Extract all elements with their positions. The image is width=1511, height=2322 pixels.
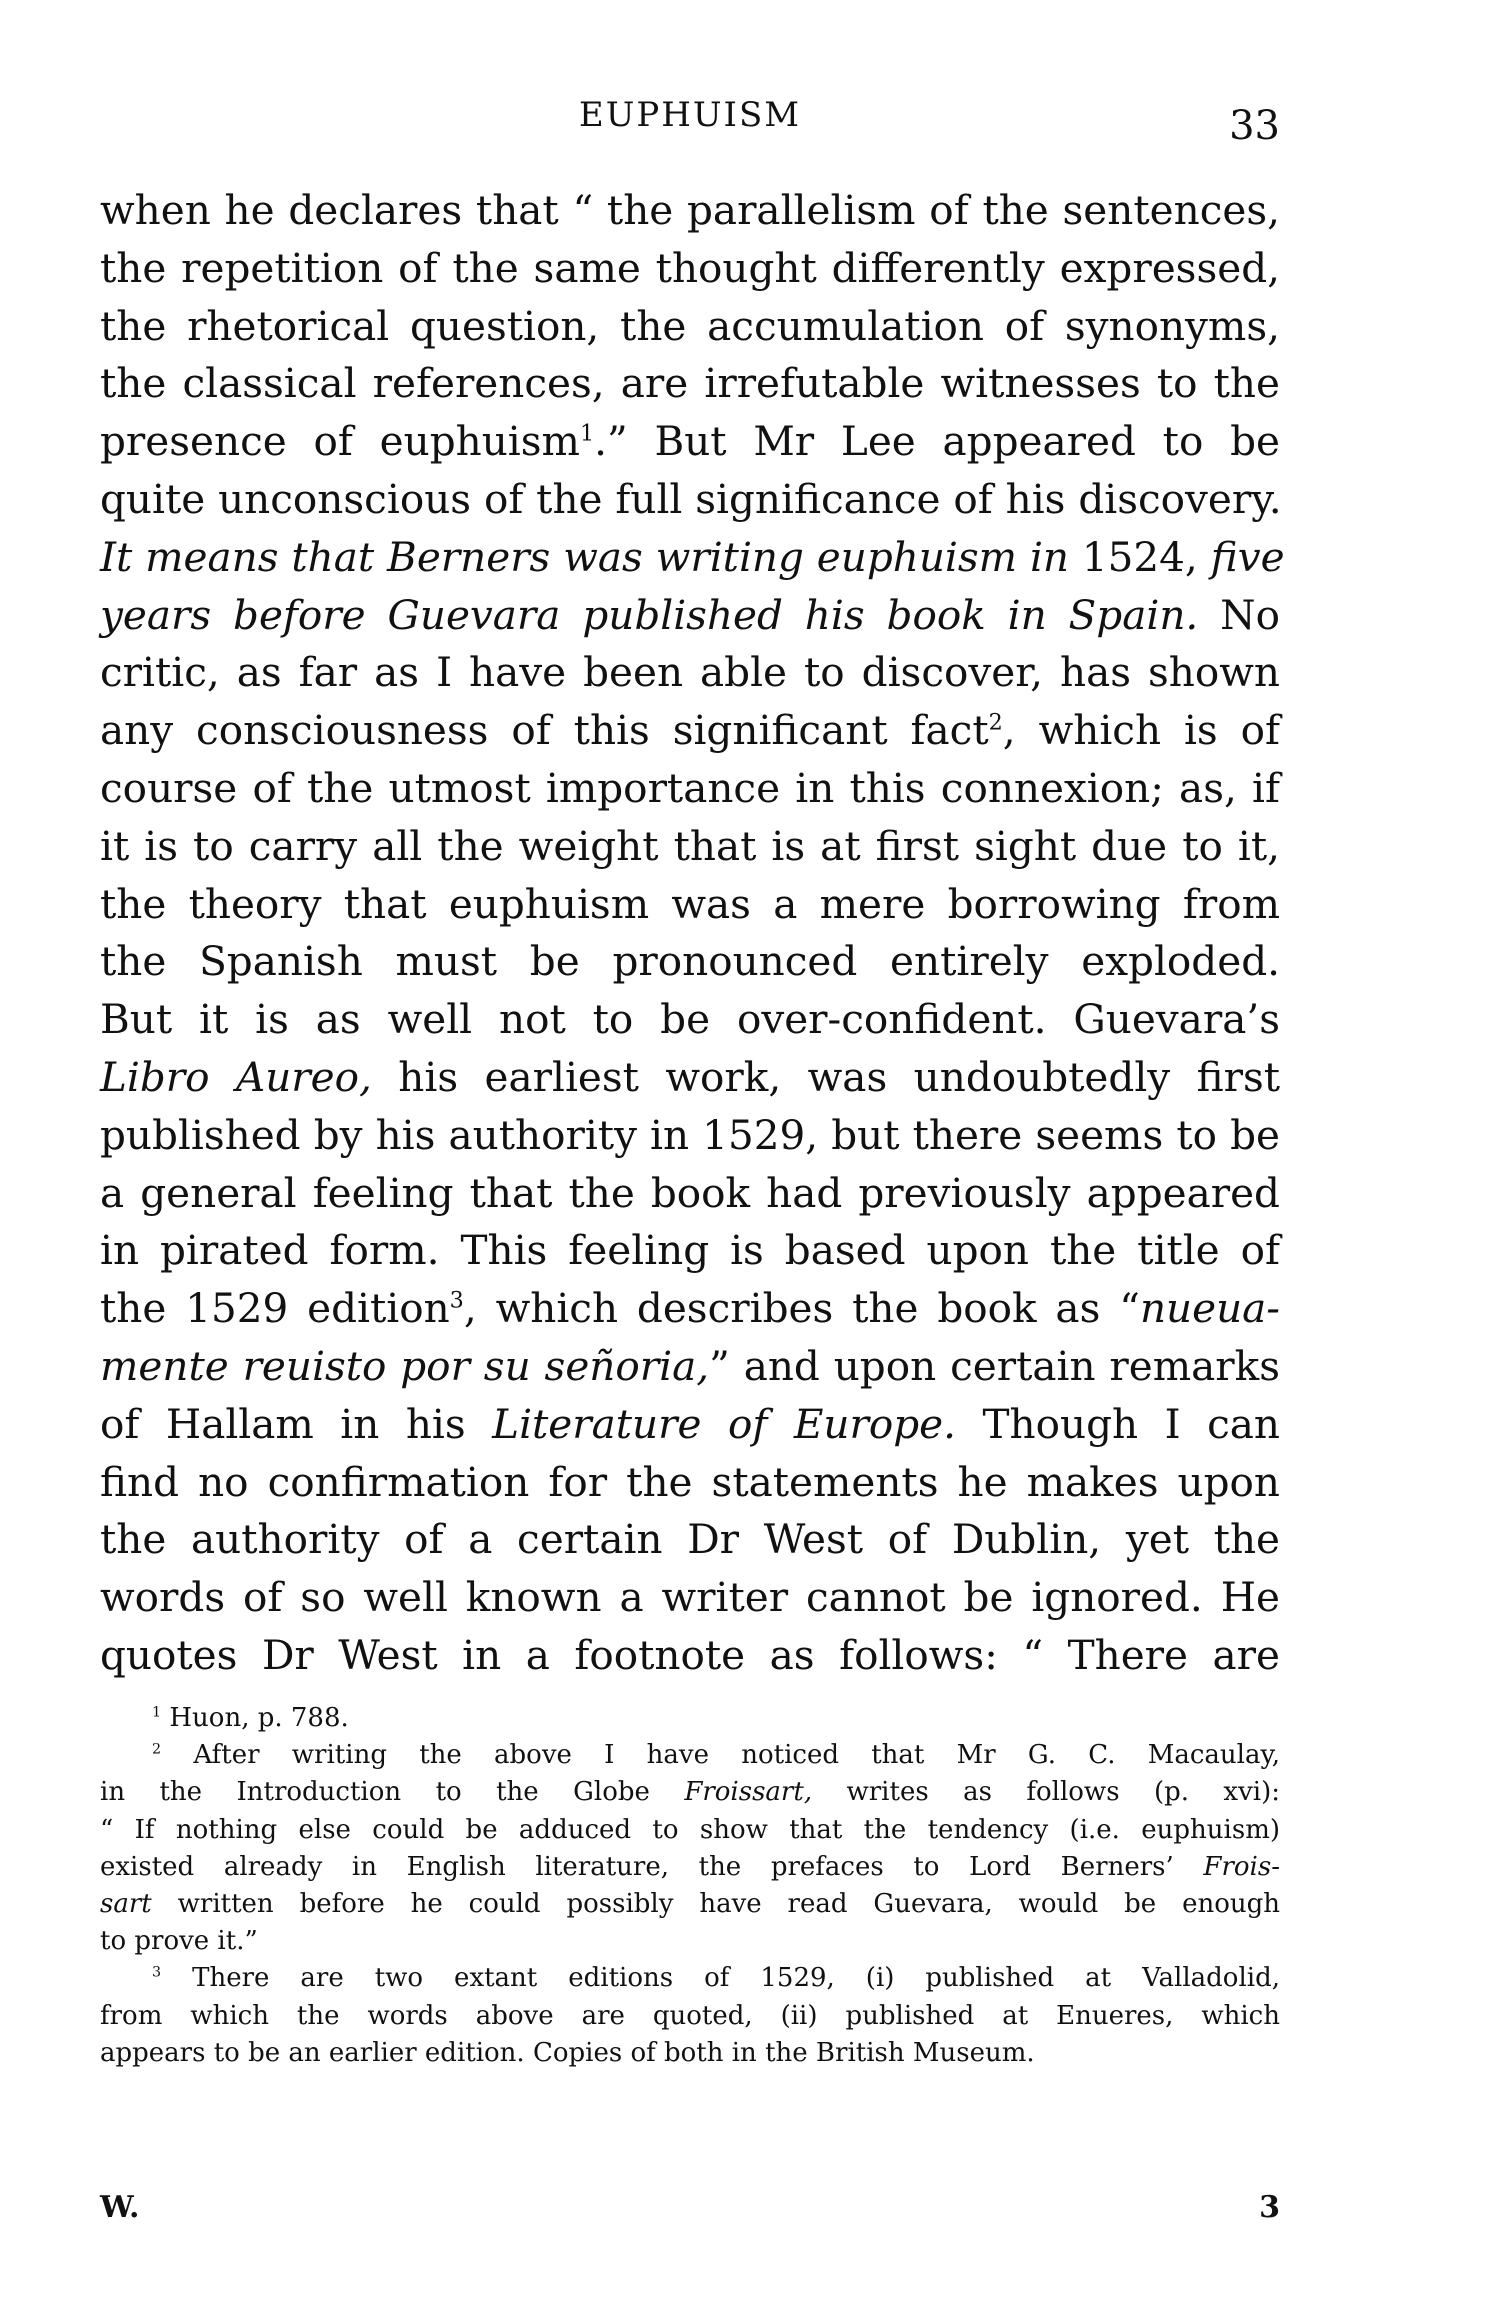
sheet-number: 3 xyxy=(1259,2190,1280,2225)
footnote-line xyxy=(100,1774,1280,1811)
text-line xyxy=(100,587,1280,645)
footnote-ref-2: 2 xyxy=(988,709,1003,736)
page-number: 33 xyxy=(1229,103,1280,149)
italic-run: mente reuisto por su señoria, xyxy=(100,1341,710,1390)
body-text xyxy=(100,182,1285,1685)
footnote-text: writes as follows (p. xvi): xyxy=(812,1777,1281,1808)
footnote-line: “ If nothing else could be adduced to show that the tendency (i.e. euphuism) xyxy=(100,1814,1280,1845)
text-run: .” But Mr Lee appeared to be xyxy=(594,417,1280,466)
text-line: the Spanish must be pronounced entirely exploded. xyxy=(100,937,1280,986)
footnote-text: existed already in English literature, the prefaces to Lord Berners’ xyxy=(100,1851,1204,1882)
text-line: find no confirmation for the statements he makes upon xyxy=(100,1457,1280,1506)
footnotes xyxy=(100,1700,1280,2072)
signature-mark: W. xyxy=(100,2190,140,2225)
text-run: , which is of xyxy=(1002,706,1280,755)
text-line: the authority of a certain Dr West of Dublin, yet the xyxy=(100,1515,1280,1564)
text-line xyxy=(100,1396,1280,1454)
text-run: ” and upon certain remarks xyxy=(709,1341,1280,1390)
text-line: words of so well known a writer cannot be ignored. He xyxy=(100,1573,1280,1622)
footnote-number: 3 xyxy=(152,1964,162,1981)
page-footer xyxy=(100,2190,1280,2240)
italic-run: nueua- xyxy=(1139,1284,1280,1333)
text-run: the 1529 edition xyxy=(100,1284,450,1333)
footnote-ref-1: 1 xyxy=(579,420,595,447)
text-run: Though I can xyxy=(956,1399,1280,1448)
italic-run: Literature of Europe. xyxy=(492,1399,956,1448)
footnote-3 xyxy=(100,1960,1280,1997)
text-line: in pirated form. This feeling is based upon the title of xyxy=(100,1226,1280,1275)
footnote-1 xyxy=(100,1700,1280,1737)
footnote-line: to prove it.” xyxy=(100,1926,258,1957)
footnote-text: Huon, p. 788. xyxy=(161,1703,349,1733)
text-line: the rhetorical question, the accumulation of synonyms, xyxy=(100,301,1280,350)
text-line xyxy=(100,1049,1280,1107)
footnote-line: appears to be an earlier edition. Copies of both in the British Museum. xyxy=(100,2037,1035,2068)
text-run: , which describes the book as “ xyxy=(463,1284,1140,1333)
footnote-text: in the Introduction to the Globe xyxy=(100,1777,685,1808)
footnote-text: written before he could possibly have read Guevara, would be enough xyxy=(151,1889,1280,1920)
footnote-ref-3: 3 xyxy=(449,1287,464,1314)
text-line: quotes Dr West in a footnote as follows: “ There are xyxy=(100,1630,1280,1679)
italic-run: years before Guevara published his book in Spain. xyxy=(100,590,1199,639)
text-line xyxy=(100,1280,1280,1338)
text-run: of Hallam in his xyxy=(100,1399,493,1448)
text-run: 1524, xyxy=(1068,532,1211,581)
italic-run: Froissart, xyxy=(684,1777,813,1808)
text-line: the repetition of the same thought differently expressed, xyxy=(100,243,1280,292)
text-line: a general feeling that the book had previously appeared xyxy=(100,1168,1280,1217)
italic-run: sart xyxy=(100,1889,152,1920)
footnote-line xyxy=(100,1849,1280,1886)
text-line xyxy=(100,413,1280,471)
text-line: quite unconscious of the full significance of his discovery. xyxy=(100,474,1282,523)
footnote-line: from which the words above are quoted, (ii) published at Enueres, which xyxy=(100,2000,1280,2031)
footnote-text: There are two extant editions of 1529, (i) published at Valladolid, xyxy=(161,1963,1280,1994)
italic-run: Frois- xyxy=(1203,1851,1280,1882)
italic-run: It means that Berners was writing euphuism in xyxy=(100,532,1069,581)
text-line: But it is as well not to be over-confident. Guevara’s xyxy=(100,995,1280,1044)
text-run: No xyxy=(1198,590,1281,639)
footnote-line xyxy=(100,1886,1280,1923)
text-line xyxy=(100,702,1280,760)
text-run: any consciousness of this significant fact xyxy=(100,706,989,755)
text-line: when he declares that “ the parallelism of the sentences, xyxy=(100,186,1280,234)
footnote-text: After writing the above I have noticed that Mr G. C. Macaulay, xyxy=(161,1740,1280,1771)
page-header xyxy=(100,95,1280,155)
text-line: course of the utmost importance in this connexion; as, if xyxy=(100,763,1280,812)
footnote-number: 1 xyxy=(152,1704,162,1721)
text-line: it is to carry all the weight that is at first sight due to it, xyxy=(100,821,1280,870)
text-line: the classical references, are irrefutable witnesses to the xyxy=(100,359,1280,408)
running-title: EUPHUISM xyxy=(578,95,802,135)
text-line xyxy=(100,529,1285,587)
italic-run: Libro Aureo, xyxy=(100,1052,372,1101)
text-line: the theory that euphuism was a mere borrowing from xyxy=(100,879,1280,928)
italic-run: five xyxy=(1210,532,1285,581)
text-line xyxy=(100,1338,1280,1396)
footnote-2 xyxy=(100,1737,1280,1774)
text-line: published by his authority in 1529, but there seems to be xyxy=(100,1110,1280,1159)
text-run: his earliest work, was undoubtedly first xyxy=(371,1052,1281,1101)
text-run: presence of euphuism xyxy=(100,417,580,466)
text-line: critic, as far as I have been able to discover, has shown xyxy=(100,648,1280,697)
footnote-number: 2 xyxy=(152,1741,162,1758)
